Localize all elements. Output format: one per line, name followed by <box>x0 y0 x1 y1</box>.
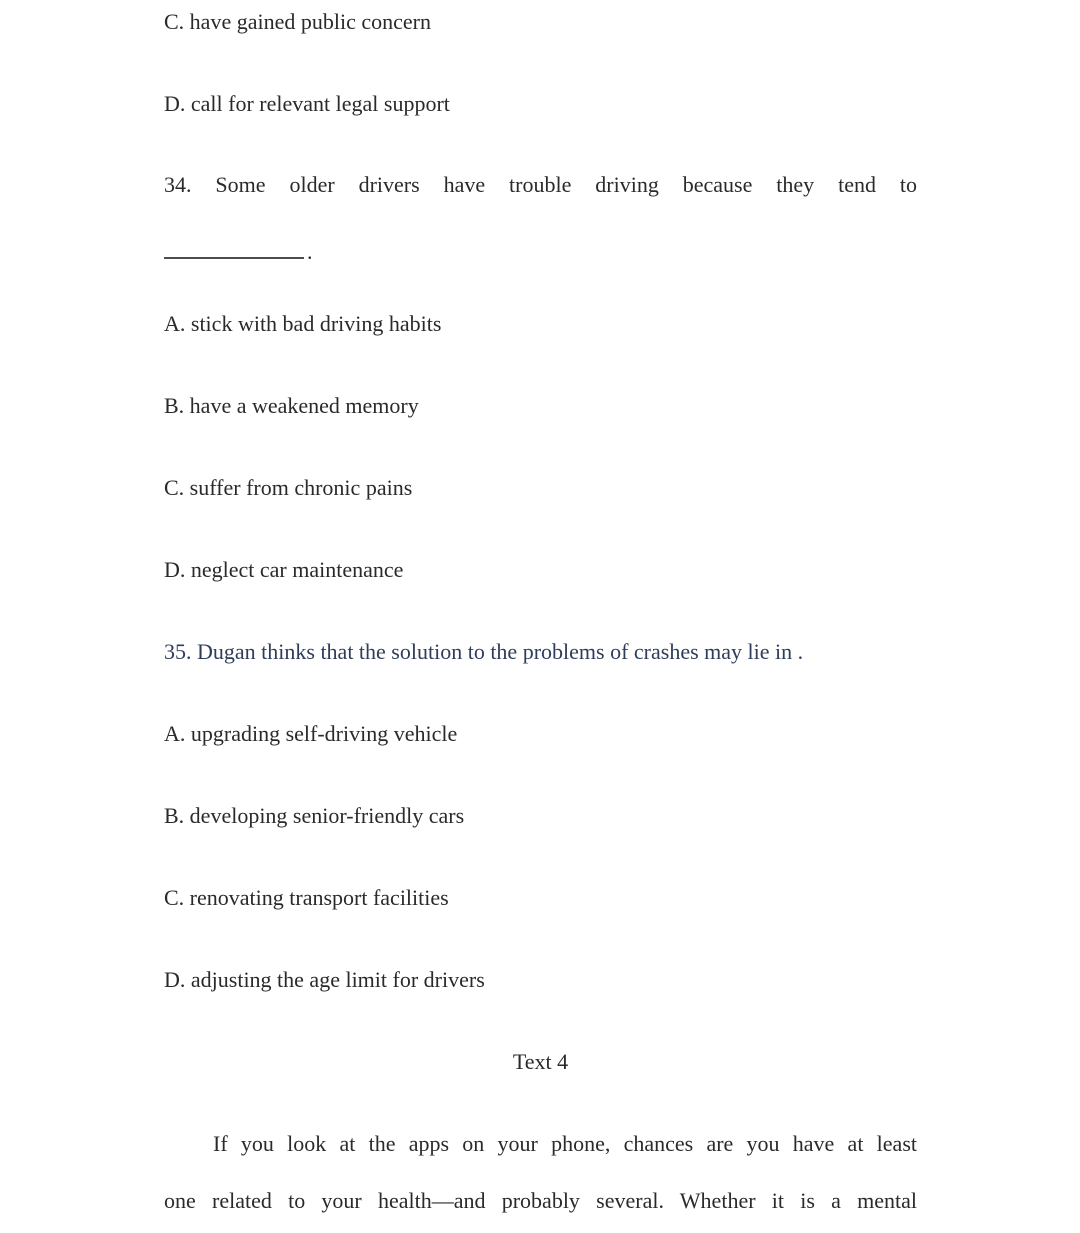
text4-paragraph-line2: one related to your health—and probably several. Whether it is a mental <box>164 1188 917 1213</box>
answer-blank-underline <box>164 239 304 259</box>
question-35-stem: 35. Dugan thinks that the solution to the problems of crashes may lie in . <box>164 639 804 664</box>
question-33-option-d: D. call for relevant legal support <box>164 91 450 116</box>
question-35-option-b: B. developing senior-friendly cars <box>164 803 465 828</box>
question-34-option-b: B. have a weakened memory <box>164 393 419 418</box>
blank-period: . <box>307 239 313 264</box>
question-34-stem: 34. Some older drivers have trouble driving because they tend to <box>164 172 917 197</box>
question-35-option-a: A. upgrading self-driving vehicle <box>164 721 458 746</box>
question-35-option-c: C. renovating transport facilities <box>164 885 449 910</box>
text4-heading: Text 4 <box>512 1049 569 1074</box>
question-35-option-d: D. adjusting the age limit for drivers <box>164 967 485 992</box>
question-33-option-c: C. have gained public concern <box>164 9 431 34</box>
question-34-option-d: D. neglect car maintenance <box>164 557 404 582</box>
question-34-option-a: A. stick with bad driving habits <box>164 311 442 336</box>
question-34-option-c: C. suffer from chronic pains <box>164 475 413 500</box>
question-34-blank-line <box>164 238 917 266</box>
text4-paragraph-line1: If you look at the apps on your phone, chances are you have at least <box>213 1131 917 1156</box>
